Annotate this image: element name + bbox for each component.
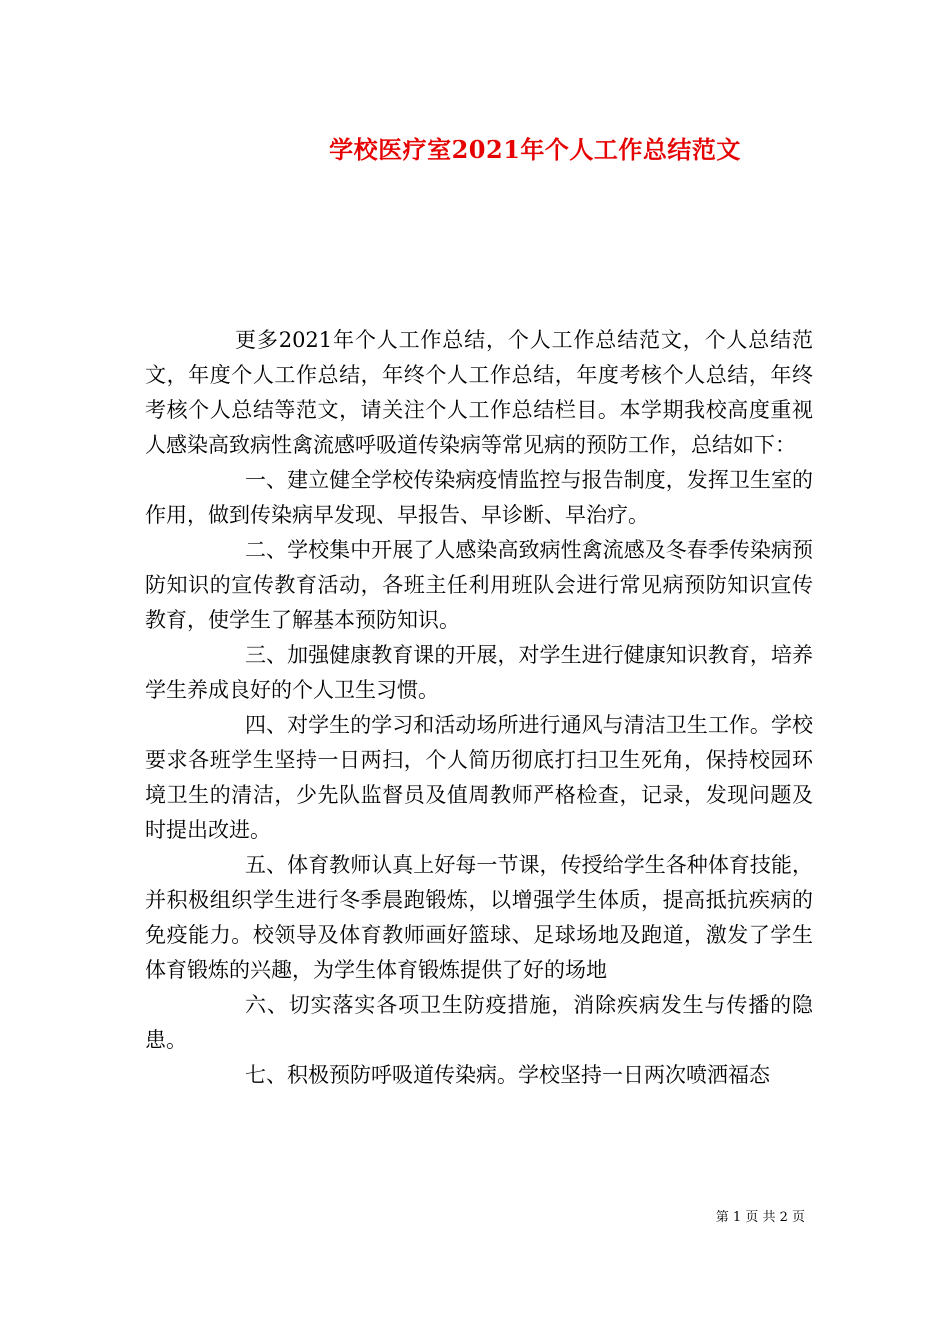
item-paragraph-6: 六、切实落实各项卫生防疫措施，消除疾病发生与传播的隐患。: [145, 993, 813, 1052]
item-paragraph-4: 四、对学生的学习和活动场所进行通风与清洁卫生工作。学校要求各班学生坚持一日两扫，个人简历彻底打扫卫生死角，保持校园环境卫生的清洁，少先队监督员及值周教师严格检查，记录，发现问题及时提出改进。: [145, 713, 813, 842]
item-paragraph-3: 三、加强健康教育课的开展，对学生进行健康知识教育，培养学生养成良好的个人卫生习惯。: [145, 643, 813, 702]
page-number-footer: 第 1 页 共 2 页: [715, 1210, 805, 1225]
intro-paragraph: 更多2021年个人工作总结，个人工作总结范文，个人总结范文，年度个人工作总结，年终个人工作总结，年度考核个人总结，年终考核个人总结等范文，请关注个人工作总结栏目。本学期我校高度重视人感染高致病性禽流感呼吸道传染病等常见病的预防工作，总结如下：: [145, 328, 813, 457]
item-paragraph-5: 五、体育教师认真上好每一节课，传授给学生各种体育技能，并积极组织学生进行冬季晨跑锻炼，以增强学生体质，提高抵抗疾病的免疫能力。校领导及体育教师画好篮球、足球场地及跑道，激发了学生体育锻炼的兴趣，为学生体育锻炼提供了好的场地: [145, 853, 813, 982]
item-paragraph-1: 一、建立健全学校传染病疫情监控与报告制度，发挥卫生室的作用，做到传染病早发现、早报告、早诊断、早治疗。: [145, 468, 813, 527]
item-paragraph-7: 七、积极预防呼吸道传染病。学校坚持一日两次喷洒福态: [245, 1063, 770, 1087]
document-body: [145, 323, 813, 1093]
item-paragraph-2: 二、学校集中开展了人感染高致病性禽流感及冬春季传染病预防知识的宣传教育活动，各班主任利用班队会进行常见病预防知识宣传教育，使学生了解基本预防知识。: [145, 538, 813, 632]
document-title: 学校医疗室2021年个人工作总结范文: [329, 135, 741, 164]
